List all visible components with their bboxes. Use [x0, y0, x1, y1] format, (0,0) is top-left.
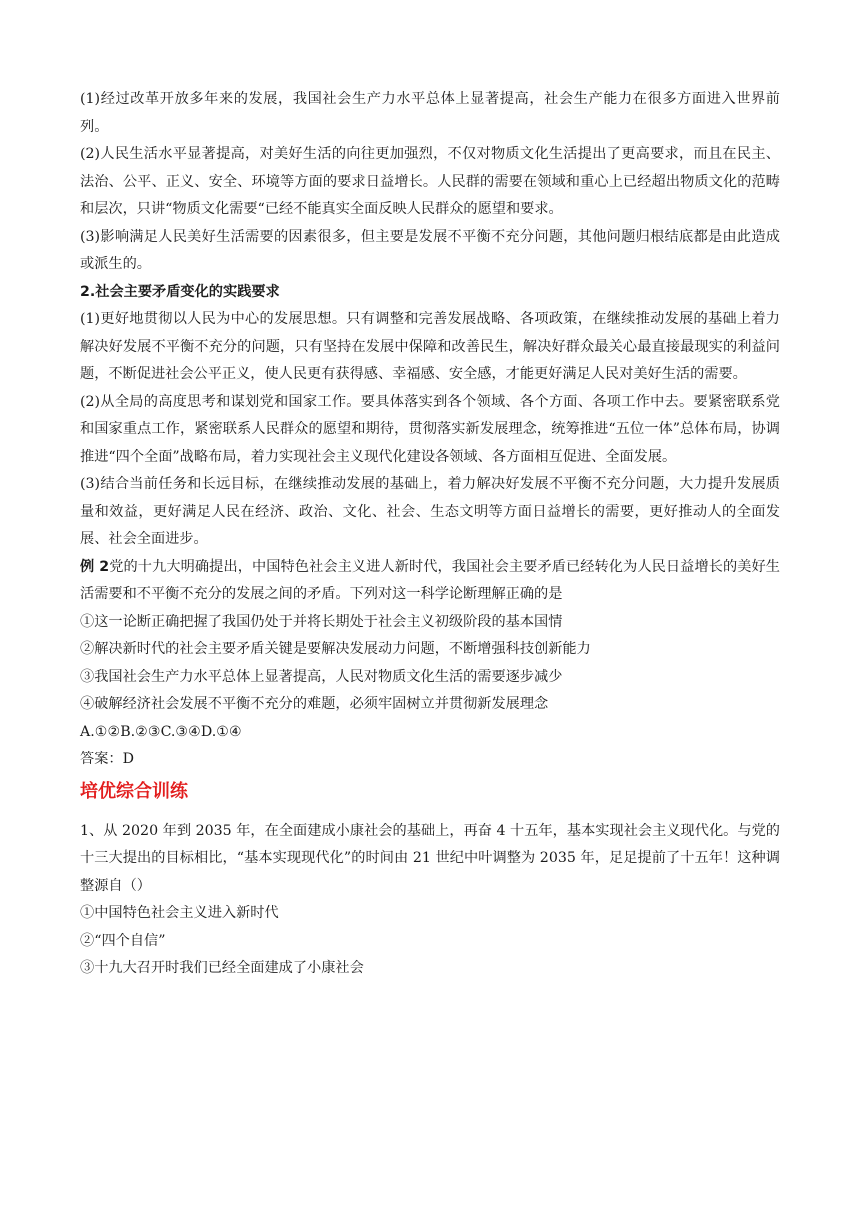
- paragraph-top-2: (2)人民生活水平显著提高，对美好生活的向往更加强烈，不仅对物质文化生活提出了更高要求，而且在民主、法治、公平、正义、安全、环境等方面的要求日益增长。人民群的需要在领域和重心上已经超出物质文化的范畴和层次，只讲“物质文化需要“已经不能真实全面反映人民群众的愿望和要求。: [80, 146, 780, 217]
- example-item-3: ③我国社会生产力水平总体上显著提高，人民对物质文化生活的需要逐步减少: [80, 668, 563, 685]
- example-item-4: ④破解经济社会发展不平衡不充分的难题，必须牢固树立并贯彻新发展理念: [80, 696, 549, 712]
- exercise-item-3: ③十九大召开时我们已经全面建成了小康社会: [80, 960, 364, 976]
- document-page: [80, 86, 780, 983]
- paragraph-mid-1: (1)更好地贯彻以人民为中心的发展思想。只有调整和完善发展战略、各项政策，在继续推动发展的基础上着力解决好发展不平衡不充分的问题，只有坚持在发展中保障和改善民生，解决好群众最关心最直接最现实的利益问题，不断促进社会公平正义，使人民更有获得感、幸福感、安全感，才能更好满足人民对美好生活的需要。: [80, 311, 780, 382]
- paragraph-top-3: (3)影响满足人民美好生活需要的因素很多，但主要是发展不平衡不充分问题，其他问题归根结底都是由此造成或派生的。: [80, 228, 780, 272]
- exercise-item-1: ①中国特色社会主义进入新时代: [80, 905, 279, 921]
- example-item-1: ①这一论断正确把握了我国仍处于并将长期处于社会主义初级阶段的基本国情: [80, 613, 563, 630]
- paragraph-mid-3: (3)结合当前任务和长远目标，在继续推动发展的基础上，着力解决好发展不平衡不充分问题，大力提升发展质量和效益，更好满足人民在经济、政治、文化、社会、生态文明等方面日益增长的需要，更好推动人的全面发展、社会全面进步。: [80, 476, 780, 547]
- example-options: A.①②B.②③C.③④D.①④: [80, 723, 242, 740]
- example-question: [80, 554, 780, 609]
- example-answer: 答案：D: [80, 751, 134, 767]
- paragraph-mid-2: (2)从全局的高度思考和谋划党和国家工作。要具体落实到各个领域、各个方面、各项工作中去。要紧密联系党和国家重点工作，紧密联系人民群众的愿望和期待，贯彻落实新发展理念，统筹推进“五位一体”总体布局，协调推进“四个全面”战略布局，着力实现社会主义现代化建设各领域、各方面相互促进、全面发展。: [80, 393, 780, 465]
- example-question-text: 党的十九大明确提出，中国特色社会主义进人新时代，我国社会主要矛盾已经转化为人民日益增长的美好生活需要和不平衡不充分的发展之间的矛盾。下列对这一科学论断理解正确的是: [80, 558, 780, 602]
- section-title: 培优综合训练: [80, 780, 188, 802]
- exercise-item-2: ②“四个自信”: [80, 932, 166, 949]
- exercise-question: 1、从 2020 年到 2035 年，在全面建成小康社会的基础上，再奋 4 十五年，基本实现社会主义现代化。与党的十三大提出的目标相比，“基本实现现代化”的时间由 21 世纪中叶调整为 2035 年，足足提前了十五年！这种调整源自（）: [80, 822, 780, 894]
- heading-practical-requirements: 2.社会主要矛盾变化的实践要求: [80, 283, 280, 300]
- paragraph-top-1: (1)经过改革开放多年来的发展，我国社会生产力水平总体上显著提高，社会生产能力在很多方面进入世界前列。: [80, 91, 780, 135]
- example-label: 例 2: [80, 558, 110, 575]
- example-item-2: ②解决新时代的社会主要矛盾关键是要解决发展动力问题，不断增强科技创新能力: [80, 641, 591, 657]
